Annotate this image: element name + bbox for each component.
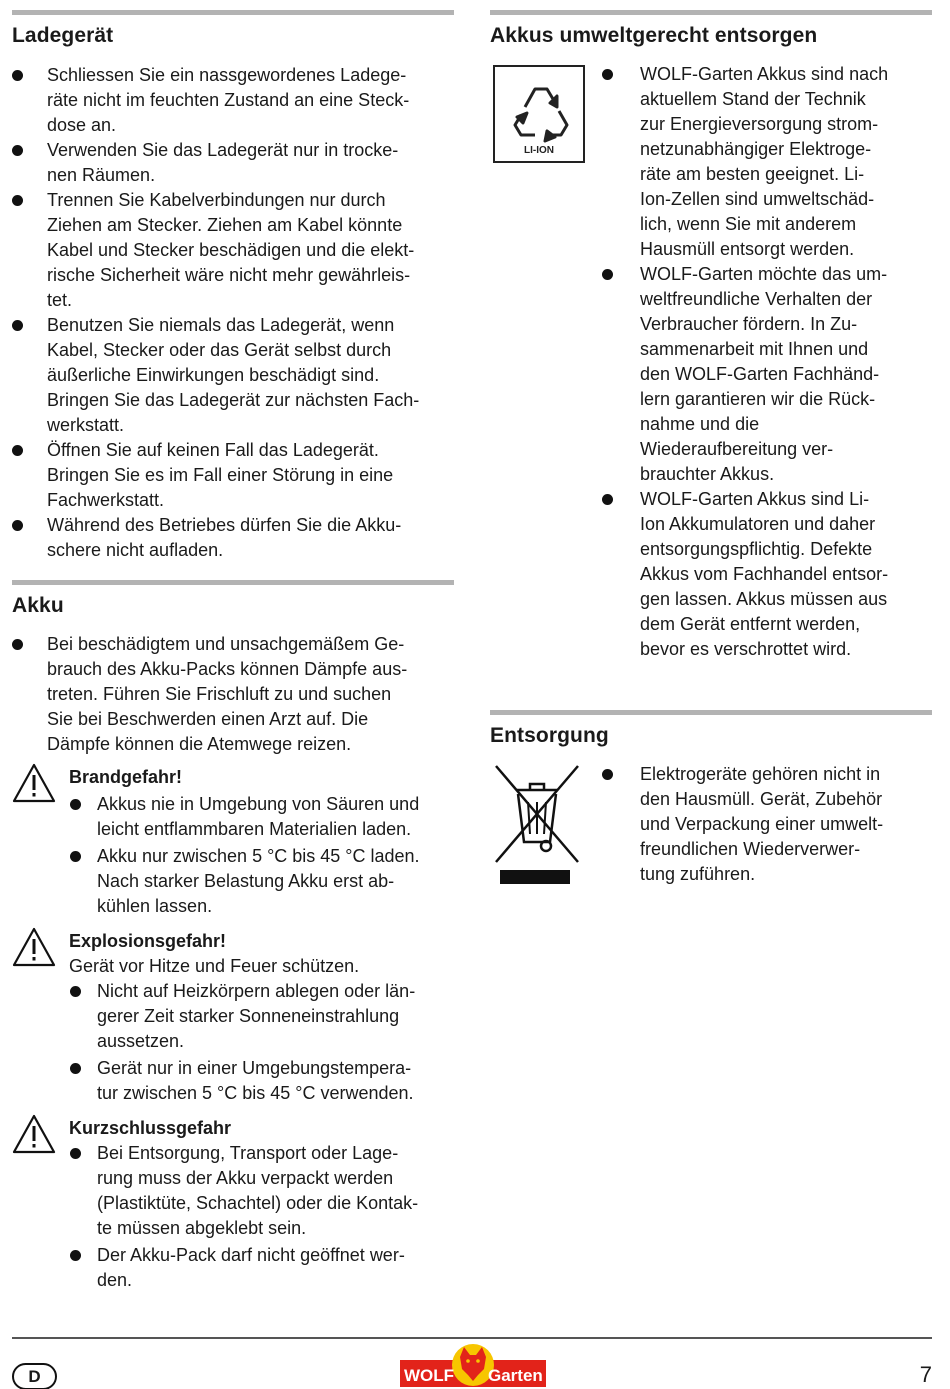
- section-title: Entsorgung: [490, 724, 609, 747]
- section-title: Ladegerät: [12, 24, 114, 47]
- warning-body: [69, 929, 454, 1106]
- list-item: Der Akku-Pack darf nicht geöffnet wer- den.: [69, 1243, 454, 1293]
- bullet-icon: [70, 1148, 81, 1159]
- language-badge: D: [12, 1363, 57, 1389]
- list-item: Gerät nur in einer Umgebungstempera- tur zwischen 5 °C bis 45 °C verwenden.: [69, 1056, 454, 1106]
- page-number: 7: [919, 1362, 932, 1387]
- bullet-icon: [70, 986, 81, 997]
- li-ion-label: LI-ION: [524, 145, 554, 156]
- list-item: Trennen Sie Kabelverbindungen nur durch Ziehen am Stecker. Ziehen am Kabel könnte Kabel und Stecker beschädigen und die elekt- rische Sicherheit wäre nicht mehr gewährleis- tet.: [12, 188, 454, 313]
- warning-title: Kurzschlussgefahr: [69, 1118, 232, 1138]
- footer-rule: [12, 1337, 932, 1339]
- bullet-icon: [12, 145, 23, 156]
- list-item: Während des Betriebes dürfen Sie die Akku- schere nicht aufladen.: [12, 513, 454, 563]
- list-item: WOLF-Garten möchte das um- weltfreundliche Verhalten der Verbraucher fördern. In Zu- sammenarbeit mit Ihnen und den WOLF-Garten Fachhänd- lern garantieren wir die Rück- nahme und die Wiederaufbereitung ver- brauchter Akkus.: [602, 262, 932, 487]
- bullet-icon: [12, 70, 23, 81]
- warning-kurzschlussgefahr: [12, 1116, 454, 1293]
- list-item: Nicht auf Heizkörpern ablegen oder län- gerer Zeit starker Sonneneinstrahlung aussetzen.: [69, 979, 454, 1054]
- section-ladegeraet: [12, 10, 454, 563]
- section-akku: [12, 580, 454, 757]
- warning-triangle-icon: [12, 1114, 56, 1154]
- bullet-list: [602, 62, 932, 662]
- li-ion-recycle-icon: [493, 65, 585, 163]
- svg-text:Garten: Garten: [488, 1366, 543, 1385]
- bullet-icon: [602, 769, 613, 780]
- bullet-icon: [12, 320, 23, 331]
- list-item: Bei Entsorgung, Transport oder Lage- rung muss der Akku verpackt werden (Plastiktüte, Schachtel) oder die Kontak- te müssen abgeklebt sein.: [69, 1141, 454, 1241]
- section-entsorgung: [490, 710, 932, 748]
- section-title: Akkus umweltgerecht entsorgen: [490, 24, 818, 47]
- list-item: Benutzen Sie niemals das Ladegerät, wenn Kabel, Stecker oder das Gerät selbst durch äußerliche Einwirkungen beschädigt sind. Bringen Sie das Ladegerät zur nächsten Fach- werkstatt.: [12, 313, 454, 438]
- bullet-icon: [70, 1063, 81, 1074]
- bullet-icon: [12, 520, 23, 531]
- bullet-icon: [12, 445, 23, 456]
- list-item: Elektrogeräte gehören nicht in den Hausmüll. Gerät, Zubehör und Verpackung einer umwelt- freundlichen Wiederverwer- tung zuführen.: [602, 762, 932, 887]
- warning-title: Explosionsgefahr!: [69, 931, 227, 951]
- warning-explosionsgefahr: [12, 929, 454, 1106]
- bullet-list: [602, 762, 932, 887]
- section-rule: [490, 710, 932, 715]
- wolf-garten-logo: [398, 1343, 548, 1389]
- bullet-icon: [70, 799, 81, 810]
- warning-title: Brandgefahr!: [69, 767, 183, 787]
- bullet-icon: [70, 851, 81, 862]
- warning-triangle-icon: [12, 927, 56, 967]
- list-item: WOLF-Garten Akkus sind Li- Ion Akkumulatoren und daher entsorgungspflichtig. Defekte Akkus vom Fachhandel entsor- gen lassen. Akkus müssen aus dem Gerät entfernt werden, bevor es verschrottet wird.: [602, 487, 932, 662]
- list-item: WOLF-Garten Akkus sind nach aktuellem Stand der Technik zur Energieversorgung strom- netzunabhängiger Elektroge- räte am besten geeignet. Li- Ion-Zellen sind umweltschäd- lich, wenn Sie mit anderem Hausmüll entsorgt werden.: [602, 62, 932, 262]
- list-item: Schliessen Sie ein nassgewordenes Ladege- räte nicht im feuchten Zustand an eine Steck- dose an.: [12, 63, 454, 138]
- section-akkus-entsorgen: [490, 10, 932, 48]
- section-rule: [12, 580, 454, 585]
- bullet-icon: [602, 69, 613, 80]
- warning-note: Gerät vor Hitze und Feuer schützen.: [69, 956, 360, 976]
- list-item: Öffnen Sie auf keinen Fall das Ladegerät. Bringen Sie es im Fall einer Störung in eine Fachwerkstatt.: [12, 438, 454, 513]
- section-title: Akku: [12, 594, 64, 617]
- list-item: Akkus nie in Umgebung von Säuren und leicht entflammbaren Materialien laden.: [69, 792, 454, 842]
- bullet-list: [12, 63, 454, 563]
- bullet-icon: [12, 639, 23, 650]
- warning-triangle-icon: [12, 763, 56, 803]
- section-rule: [12, 10, 454, 15]
- warning-body: [69, 1116, 454, 1293]
- bullet-icon: [602, 494, 613, 505]
- section-rule: [490, 10, 932, 15]
- crossed-bin-icon: [492, 762, 582, 887]
- list-item: Bei beschädigtem und unsachgemäßem Ge- brauch des Akku-Packs können Dämpfe aus- treten. Führen Sie Frischluft zu und suchen Sie bei Beschwerden einen Arzt auf. Die Dämpfe können die Atemwege reizen.: [12, 632, 454, 757]
- warning-brandgefahr: [12, 765, 454, 919]
- svg-text:WOLF: WOLF: [404, 1366, 455, 1385]
- bullet-icon: [70, 1250, 81, 1261]
- bullet-icon: [602, 269, 613, 280]
- list-item: Akku nur zwischen 5 °C bis 45 °C laden. Nach starker Belastung Akku erst ab- kühlen lassen.: [69, 844, 454, 919]
- list-item: Verwenden Sie das Ladegerät nur in trocke- nen Räumen.: [12, 138, 454, 188]
- warning-body: [69, 765, 454, 919]
- bullet-icon: [12, 195, 23, 206]
- bullet-list: [12, 632, 454, 757]
